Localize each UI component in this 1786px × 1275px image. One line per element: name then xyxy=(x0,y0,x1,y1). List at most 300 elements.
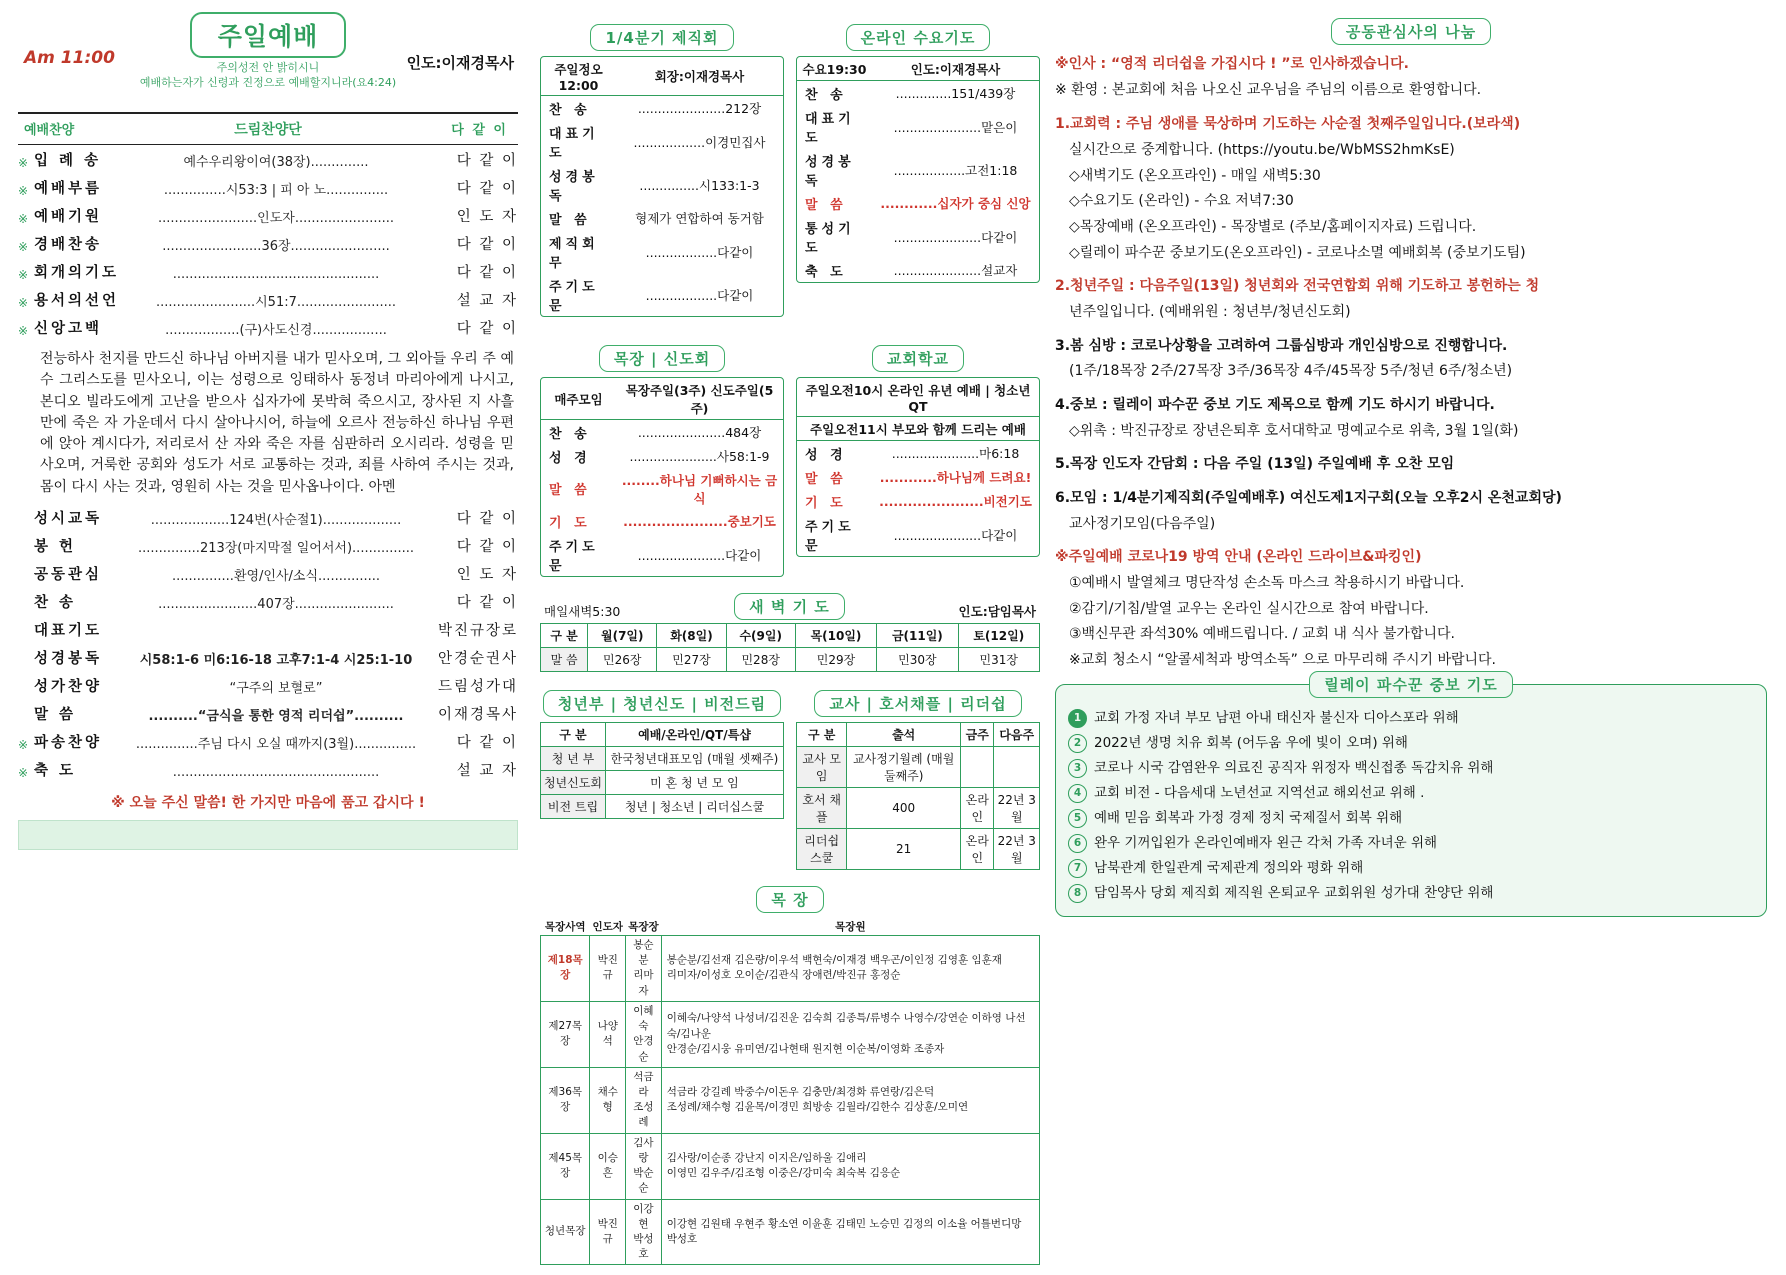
order-who: 다 같 이 xyxy=(456,236,518,253)
mokjang-head-1: 인도자 xyxy=(592,921,623,933)
mokjang-head-3: 목장원 xyxy=(835,921,866,933)
church-school-head-row xyxy=(797,378,1039,417)
order-row xyxy=(18,257,518,285)
mokjang-members: 봉순분/김선재 김은량/이우석 백현숙/이재경 백우곤/이인정 김영훈 임훈재 리미자/이성호 오이순/김관식 장애련/박진규 홍정순 xyxy=(661,936,1039,1002)
mokjang-row xyxy=(541,1001,1040,1067)
youth-cell: 미 혼 청 년 모 임 xyxy=(605,771,783,795)
teacher-head-3: 다음주 xyxy=(994,723,1040,747)
church-school-head-cell: 주일오전10시 온라인 유년 예배 | 청소년 QT xyxy=(797,378,1039,417)
kv-key: 성경봉독 xyxy=(805,154,855,189)
dawn-cell-1: 민26장 xyxy=(588,648,657,672)
mokjang-leader: 이승흔 xyxy=(590,1133,626,1199)
mokjang-sindohoe-table xyxy=(541,378,783,576)
youth-head-0: 구 분 xyxy=(541,723,606,747)
dawn-prayer-table xyxy=(540,623,1040,672)
order-name: 예배기원 xyxy=(34,208,103,225)
teacher-cell: 호서 채플 xyxy=(797,788,847,829)
mokjang-row xyxy=(541,1067,1040,1133)
jejikhoe-table xyxy=(541,57,783,316)
kv-row xyxy=(797,105,1039,148)
kv-value: ......................484장 xyxy=(637,425,762,440)
kv-key: 말 씀 xyxy=(805,471,847,487)
youth-row xyxy=(541,747,784,771)
prayer-text: 예배 믿음 회복과 가정 경제 정치 국제질서 회복 위해 xyxy=(1094,809,1403,826)
order-mark: ※ xyxy=(18,738,29,753)
subscript-line-2: 예배하는자가 신령과 진정으로 예배할지니라(요4:24) xyxy=(139,75,397,89)
kv-value: 형제가 연합하여 동거함 xyxy=(635,211,764,226)
kv-row xyxy=(541,420,783,445)
youth-row xyxy=(541,771,784,795)
kv-row xyxy=(797,215,1039,258)
mokjang-heads: 김사랑 박순순 xyxy=(626,1133,662,1199)
kv-value: ..................고전1:18 xyxy=(893,162,1018,178)
kv-row xyxy=(541,444,783,468)
kv-row xyxy=(797,513,1039,556)
kv-value: ......................212장 xyxy=(637,101,762,116)
kv-row xyxy=(541,533,783,576)
suyo-table xyxy=(797,57,1039,282)
order-name: 성시교독 xyxy=(34,511,103,528)
prayer-number-icon: 4 xyxy=(1068,784,1087,803)
dawn-head-1: 월(7일) xyxy=(588,624,657,648)
order-who: 다 같 이 xyxy=(456,539,518,556)
announcement-block xyxy=(1055,487,1767,535)
subscript-line-1: 주의성전 안 밝히시니 xyxy=(216,61,320,74)
ms-head-0: 매주모임 xyxy=(541,378,616,420)
page-title: 주일예배 xyxy=(190,12,347,58)
order-who: 다 같 이 xyxy=(456,511,518,528)
kv-row xyxy=(797,465,1039,489)
welcome-line: ※ 환영 : 본교회에 처음 나오신 교우님을 주님의 이름으로 환영합니다. xyxy=(1055,81,1482,98)
kv-row xyxy=(797,81,1039,106)
kv-value: ......................다같이 xyxy=(637,547,762,563)
suyo-title: 온라인 수요기도 xyxy=(846,24,991,51)
kv-value: ...............시133:1-3 xyxy=(639,177,760,193)
order-who: 설 교 자 xyxy=(456,292,518,309)
section-dawn-prayer xyxy=(540,593,1040,672)
dawn-head-0: 구 분 xyxy=(541,624,588,648)
kv-key: 주기도문 xyxy=(549,279,599,314)
order-who: 다 같 이 xyxy=(456,320,518,337)
mokjang-row xyxy=(541,936,1040,1002)
kv-key: 축 도 xyxy=(805,264,847,280)
announcement-heading: 6.모임 : 1/4분기제직회(주일예배후) 여신도제1지구회(오늘 오후2시 온천교회당) xyxy=(1055,490,1562,507)
announcement-block xyxy=(1055,394,1767,442)
dawn-prayer-time: 매일새벽5:30 xyxy=(544,604,621,619)
kv-value: ......................사58:1-9 xyxy=(629,449,770,464)
order-name: 말 씀 xyxy=(34,707,77,724)
dawn-cell-6: 민31장 xyxy=(958,648,1039,672)
order-row xyxy=(18,728,518,756)
prayer-item xyxy=(1068,806,1754,831)
section-wednesday-prayer xyxy=(796,18,1040,317)
mokjang-leader: 나양석 xyxy=(590,1001,626,1067)
order-row xyxy=(18,285,518,313)
green-footer-band xyxy=(18,820,518,850)
announcement-heading: 2.청년주일 : 다음주일(13일) 청년회와 전국연합회 위해 기도하고 봉헌하는 청 xyxy=(1055,278,1540,295)
kv-value: ......................비전기도 xyxy=(879,494,1032,509)
order-mark: ※ xyxy=(18,155,29,170)
dawn-head-5: 금(11일) xyxy=(877,624,958,648)
mokjang-area: 제36목장 xyxy=(541,1067,590,1133)
order-name: 신앙고백 xyxy=(34,320,103,337)
teacher-cell: 온라인 xyxy=(961,788,994,829)
dawn-head-2: 화(8일) xyxy=(657,624,726,648)
church-school-head-cell: 주일오전11시 부모와 함께 드리는 예배 xyxy=(797,417,1039,441)
youth-cell: 청년신도회 xyxy=(541,771,606,795)
praise-header-mid: 드림찬양단 xyxy=(234,122,302,138)
mokjang-heads: 봉순분 리마자 xyxy=(626,936,662,1002)
kv-value: ......................중보기도 xyxy=(623,514,776,529)
jejikhoe-title: 1/4분기 제직회 xyxy=(590,24,733,51)
teacher-title: 교사 | 호서채플 | 리더쉽 xyxy=(814,690,1021,717)
teacher-cell: 교사정기월례 (매월둘째주) xyxy=(847,747,961,788)
prayer-number-icon: 3 xyxy=(1068,759,1087,778)
kv-row xyxy=(541,509,783,533)
order-row xyxy=(18,532,518,560)
order-who: 다 같 이 xyxy=(456,152,518,169)
order-mark: ※ xyxy=(18,766,29,781)
order-of-worship-table-1 xyxy=(18,145,518,341)
order-name: 회개의기도 xyxy=(34,264,120,281)
teacher-cell: 리더쉽스쿨 xyxy=(797,829,847,870)
order-row xyxy=(18,173,518,201)
church-school-table xyxy=(797,378,1039,556)
order-who: 다 같 이 xyxy=(456,264,518,281)
order-detail: 예수우리왕이여(38장).............. xyxy=(183,154,369,170)
kv-value: ........하나님 기뻐하시는 금식 xyxy=(621,472,778,506)
dawn-prayer-leader: 인도:담임목사 xyxy=(958,604,1036,619)
kv-value: ..................이경민집사 xyxy=(633,134,766,150)
youth-cell: 한국청년대표모임 (매월 셋째주) xyxy=(605,747,783,771)
kv-key: 통성기도 xyxy=(805,221,855,256)
order-name: 대표기도 xyxy=(34,623,103,640)
order-name: 봉 헌 xyxy=(34,539,77,556)
order-row xyxy=(18,700,518,728)
order-row xyxy=(18,644,518,672)
kv-row xyxy=(541,163,783,206)
order-row xyxy=(18,616,518,644)
mokjang-heads: 이강현 박성호 xyxy=(626,1199,662,1265)
kv-value: ............십자가 중심 신앙 xyxy=(880,196,1031,211)
order-who: 다 같 이 xyxy=(456,735,518,752)
order-detail: ...................124번(사순절1)................... xyxy=(150,513,402,529)
teacher-cell xyxy=(994,747,1040,788)
praise-header-bar xyxy=(18,112,518,145)
mokjang-title: 목 장 xyxy=(756,886,823,913)
column-worship-order xyxy=(18,0,518,850)
order-mark: ※ xyxy=(18,323,29,338)
dawn-head-4: 목(10일) xyxy=(795,624,876,648)
covid-title: ※주일예배 코로나19 방역 안내 (온라인 드라이브&파킹인) xyxy=(1055,549,1422,566)
kv-key: 말 씀 xyxy=(549,212,591,228)
order-name: 성가찬양 xyxy=(34,679,103,696)
column-announcements xyxy=(1055,0,1767,917)
mokjang-sindohoe-title: 목장 | 신도회 xyxy=(599,345,725,372)
youth-row xyxy=(541,795,784,819)
order-who: 인 도 자 xyxy=(456,567,518,584)
order-detail: ........................시51:7........................ xyxy=(155,294,397,310)
order-who: 인 도 자 xyxy=(456,208,518,225)
mokjang-leader: 채수형 xyxy=(590,1067,626,1133)
kv-row xyxy=(797,148,1039,191)
mokjang-row xyxy=(541,1199,1040,1265)
teacher-row xyxy=(797,829,1040,870)
worship-leader: 인도:이재경목사 xyxy=(406,54,514,72)
prayer-item xyxy=(1068,856,1754,881)
order-name: 용서의선언 xyxy=(34,292,120,309)
church-school-head-row xyxy=(797,417,1039,441)
order-name: 찬 송 xyxy=(34,595,77,612)
prayer-text: 교회 비전 - 다음세대 노년선교 지역선교 해외선교 위해 . xyxy=(1094,784,1425,801)
order-detail: “구주의 보혈로” xyxy=(229,681,323,697)
kv-key: 성 경 xyxy=(805,447,847,463)
youth-table xyxy=(540,722,784,819)
order-mark: ※ xyxy=(18,211,29,226)
teacher-cell xyxy=(961,747,994,788)
mokjang-head-0: 목장사역 xyxy=(544,921,586,933)
order-mark: ※ xyxy=(18,267,29,282)
order-row xyxy=(18,560,518,588)
teacher-cell: 22년 3월 xyxy=(994,829,1040,870)
order-detail: .................................................. xyxy=(172,266,380,282)
prayer-item xyxy=(1068,706,1754,731)
prayer-item xyxy=(1068,831,1754,856)
teacher-cell: 온라인 xyxy=(961,829,994,870)
kv-key: 찬 송 xyxy=(549,426,591,442)
prayer-text: 코로나 시국 감염완우 의료진 공직자 위정자 백신접종 독감치유 위해 xyxy=(1094,759,1494,776)
worship-time: Am 11:00 xyxy=(24,48,115,68)
suyo-head-left: 수요19:30 xyxy=(797,57,872,81)
order-mark xyxy=(18,644,34,672)
order-detail: ...............시53:3 | 피 아 노............... xyxy=(163,182,389,198)
order-row xyxy=(18,145,518,173)
kv-key: 성경봉독 xyxy=(549,169,599,204)
kv-row xyxy=(541,230,783,273)
mokjang-head-2: 목장장 xyxy=(628,921,659,933)
announcement-line: 실시간으로 중계합니다. (https://youtu.be/WbMSS2hmKsE) xyxy=(1069,142,1455,159)
prayer-text: 2022년 생명 치유 회복 (어두움 우에 빛이 오며) 위해 xyxy=(1094,734,1408,751)
order-name: 성경봉독 xyxy=(34,651,103,668)
column-meetings xyxy=(540,0,1040,1275)
order-who: 이재경목사 xyxy=(437,707,518,724)
announcement-line: 년주일입니다. (예배위원 : 청년부/청년신도회) xyxy=(1069,304,1351,321)
order-who: 설 교 자 xyxy=(456,763,518,780)
covid-line: ※교회 청소시 “알콜세척과 방역소독” 으로 마무리해 주시기 바랍니다. xyxy=(1069,652,1496,669)
announcement-block xyxy=(1055,113,1767,264)
announcements-title: 공동관심사의 나눔 xyxy=(1331,18,1491,45)
order-name: 파송찬양 xyxy=(34,735,103,752)
kv-key: 대표기도 xyxy=(549,126,599,161)
dawn-cell-3: 민28장 xyxy=(726,648,795,672)
announcement-line: (1주/18목장 2주/27목장 3주/36목장 4주/45목장 5주/청년 6주/청소년) xyxy=(1069,363,1513,380)
prayer-number-icon: 1 xyxy=(1068,709,1087,728)
kv-value: ......................맡은이 xyxy=(893,119,1018,135)
order-mark: ※ xyxy=(18,183,29,198)
prayer-item xyxy=(1068,731,1754,756)
announcement-block xyxy=(1055,275,1767,323)
order-who: 다 같 이 xyxy=(456,180,518,197)
prayer-number-icon: 5 xyxy=(1068,809,1087,828)
ms-head-1: 목장주일(3주) 신도주일(5주) xyxy=(616,378,783,420)
teacher-head-2: 금주 xyxy=(961,723,994,747)
order-who: 박진규장로 xyxy=(437,623,518,640)
prayer-number-icon: 7 xyxy=(1068,859,1087,878)
order-name: 입 례 송 xyxy=(34,152,102,169)
worship-header xyxy=(18,0,518,108)
mokjang-heads: 석금라 조성례 xyxy=(626,1067,662,1133)
prayer-text: 담임목사 당회 제직회 제직원 온퇴교우 교회위원 성가대 찬양단 위해 xyxy=(1094,884,1494,901)
relay-prayer-title: 릴레이 파수꾼 중보 기도 xyxy=(1309,671,1513,698)
order-mark: ※ xyxy=(18,295,29,310)
youth-cell: 비전 트립 xyxy=(541,795,606,819)
kv-key: 기 도 xyxy=(549,515,591,531)
announcement-line: ◇목장예배 (온오프라인) - 목장별로 (주보/홈페이지자료) 드립니다. xyxy=(1069,219,1477,236)
order-row xyxy=(18,588,518,616)
mokjang-members: 이강현 김원태 우현주 황소연 이윤훈 김태민 노승민 김정의 이소율 어틀번디망 박성호 xyxy=(661,1199,1039,1265)
mokjang-row xyxy=(541,1133,1040,1199)
mokjang-area: 제18목장 xyxy=(541,936,590,1002)
kv-value: ............하나님께 드려요! xyxy=(879,470,1032,485)
mokjang-table xyxy=(540,918,1040,1265)
teacher-cell: 21 xyxy=(847,829,961,870)
mokjang-heads: 이혜숙 안경순 xyxy=(626,1001,662,1067)
order-detail xyxy=(126,616,426,644)
youth-title: 청년부 | 청년신도 | 비전드림 xyxy=(543,690,781,717)
order-detail: ........................36장........................ xyxy=(162,238,390,254)
order-row xyxy=(18,229,518,257)
mokjang-members: 김사랑/이순종 강난지 이지은/임하울 김애리 이영민 김우주/김조형 이중은/강미숙 최숙복 김응순 xyxy=(661,1133,1039,1199)
order-row xyxy=(18,672,518,700)
order-who: 안경순권사 xyxy=(437,651,518,668)
announcement-line: ◇수요기도 (온라인) - 수요 저녁7:30 xyxy=(1069,193,1294,210)
order-who: 드림성가대 xyxy=(437,679,518,696)
prayer-text: 남북관계 한일관계 국제관계 정의와 평화 위해 xyxy=(1094,859,1364,876)
kv-key: 말 씀 xyxy=(805,197,847,213)
kv-key: 말 씀 xyxy=(549,483,591,498)
kv-row xyxy=(541,468,783,509)
order-detail: ..........“금식을 통한 영적 리더쉽”.......... xyxy=(148,709,404,725)
order-mark xyxy=(18,616,34,644)
section-jejikhoe xyxy=(540,18,784,317)
mokjang-members: 이혜숙/나양석 나성녀/김진운 김숙희 김종특/류병수 나영수/강연순 이하영 나선숙/김나운 안경순/김시웅 유미연/김나현태 원지현 이순복/이영화 조종자 xyxy=(661,1001,1039,1067)
section-teacher xyxy=(796,684,1040,870)
covid-line: ②감기/기침/발열 교우는 온라인 실시간으로 참여 바랍니다. xyxy=(1069,600,1429,617)
youth-head-1: 예배/온라인/QT/특샵 xyxy=(605,723,783,747)
order-detail: ........................407장........................ xyxy=(158,597,394,613)
announcement-block xyxy=(1055,453,1767,476)
teacher-cell: 22년 3월 xyxy=(994,788,1040,829)
kv-key: 찬 송 xyxy=(549,102,591,118)
order-row xyxy=(18,504,518,532)
order-mark xyxy=(18,672,34,700)
mokjang-area: 제27목장 xyxy=(541,1001,590,1067)
mokjang-area: 제45목장 xyxy=(541,1133,590,1199)
teacher-table xyxy=(796,722,1040,870)
teacher-row xyxy=(797,747,1040,788)
kv-key: 대표기도 xyxy=(805,111,855,146)
teacher-row xyxy=(797,788,1040,829)
announcement-heading: 3.봄 심방 : 코로나상황을 고려하여 그룹심방과 개인심방으로 진행합니다. xyxy=(1055,337,1508,354)
announcement-line: ◇위촉 : 박진규장로 장년은퇴후 호서대학교 명예교수로 위촉, 3월 1일(화) xyxy=(1069,422,1519,439)
order-who: 다 같 이 xyxy=(456,595,518,612)
prayer-item xyxy=(1068,881,1754,906)
teacher-cell: 400 xyxy=(847,788,961,829)
section-mokjang xyxy=(540,886,1040,1265)
kv-value: ..............151/439장 xyxy=(895,86,1016,101)
youth-cell: 청년 | 청소년 | 리더십스쿨 xyxy=(605,795,783,819)
order-detail: ...............환영/인사/소식............... xyxy=(171,569,381,585)
order-mark xyxy=(18,504,34,532)
dawn-cell-0: 말 씀 xyxy=(541,648,588,672)
order-row xyxy=(18,201,518,229)
prayer-text: 완우 기꺼입왼가 온라인예배자 왼근 각처 가족 자녀운 위해 xyxy=(1094,834,1438,851)
prayer-item xyxy=(1068,756,1754,781)
mokjang-members: 석금라 강길례 박중수/이돈우 김충만/최경화 류연랑/김은덕 조성례/채수형 김윤목/이경민 희방송 김월라/김한수 김상훈/오미연 xyxy=(661,1067,1039,1133)
jejikhoe-head-right: 회장:이재경목사 xyxy=(616,57,783,96)
order-mark xyxy=(18,588,34,616)
order-mark xyxy=(18,700,34,728)
order-detail: ..................(구)사도신경.................. xyxy=(165,322,387,338)
teacher-cell: 교사 모임 xyxy=(797,747,847,788)
order-detail: .................................................. xyxy=(172,765,380,781)
order-row xyxy=(18,756,518,784)
order-detail: ........................인도자........................ xyxy=(157,210,395,226)
kv-value: ......................설교자 xyxy=(893,263,1018,278)
dawn-cell-5: 민30장 xyxy=(877,648,958,672)
kv-row xyxy=(797,258,1039,282)
kv-value: ......................마6:18 xyxy=(891,446,1020,461)
praise-header-right: 다 같 이 xyxy=(451,123,508,138)
kv-value: ..................다같이 xyxy=(645,244,754,260)
prayer-number-icon: 6 xyxy=(1068,834,1087,853)
kv-row xyxy=(797,191,1039,215)
order-name: 예배부름 xyxy=(34,180,103,197)
kv-row xyxy=(541,96,783,121)
greeting-line: ※인사 : “영적 리더쉽을 가집시다 ! ”로 인사하겠습니다. xyxy=(1055,56,1409,72)
order-name: 경배찬송 xyxy=(34,236,103,253)
kv-row xyxy=(797,441,1039,466)
teacher-head-1: 출석 xyxy=(847,723,961,747)
kv-row xyxy=(541,206,783,230)
dawn-head-6: 토(12일) xyxy=(958,624,1039,648)
order-mark: ※ xyxy=(18,239,29,254)
dawn-head-3: 수(9일) xyxy=(726,624,795,648)
announcement-heading: 5.목장 인도자 간담회 : 다음 주일 (13일) 주일예배 후 오찬 모임 xyxy=(1055,456,1455,473)
dawn-prayer-title: 새 벽 기 도 xyxy=(734,593,845,620)
kv-value: ......................다같이 xyxy=(893,229,1018,245)
order-name: 공동관심 xyxy=(34,567,103,584)
dawn-cell-4: 민29장 xyxy=(795,648,876,672)
kv-row xyxy=(541,120,783,163)
jejikhoe-head-left: 주일정오12:00 xyxy=(541,57,616,96)
announcement-line: ◇새벽기도 (온오프라인) - 매일 새벽5:30 xyxy=(1069,167,1321,184)
order-detail: ...............213장(마지막절 일어서서)............... xyxy=(137,541,415,557)
covid-line: ③백신무관 좌석30% 예배드립니다. / 교회 내 식사 불가합니다. xyxy=(1069,626,1455,643)
praise-header-left: 예배찬양 xyxy=(24,123,75,138)
announcement-line: 교사정기모임(다음주일) xyxy=(1069,515,1216,532)
bottom-note: ※ 오늘 주신 말씀! 한 가지만 마음에 품고 갑시다 ! xyxy=(111,794,425,811)
covid-line: ①예배시 발열체크 명단작성 손소독 마스크 착용하시기 바랍니다. xyxy=(1069,575,1465,592)
announcement-line: ◇릴레이 파수꾼 중보기도(온오프라인) - 코로나소멸 예배회복 (중보기도팀) xyxy=(1069,244,1526,261)
relay-prayer-box xyxy=(1055,675,1767,917)
order-name: 축 도 xyxy=(34,763,77,780)
kv-key: 주기도문 xyxy=(805,519,855,554)
kv-value: ..................다같이 xyxy=(645,287,754,303)
youth-cell: 청 년 부 xyxy=(541,747,606,771)
section-youth xyxy=(540,684,784,870)
dawn-cell-2: 민27장 xyxy=(657,648,726,672)
